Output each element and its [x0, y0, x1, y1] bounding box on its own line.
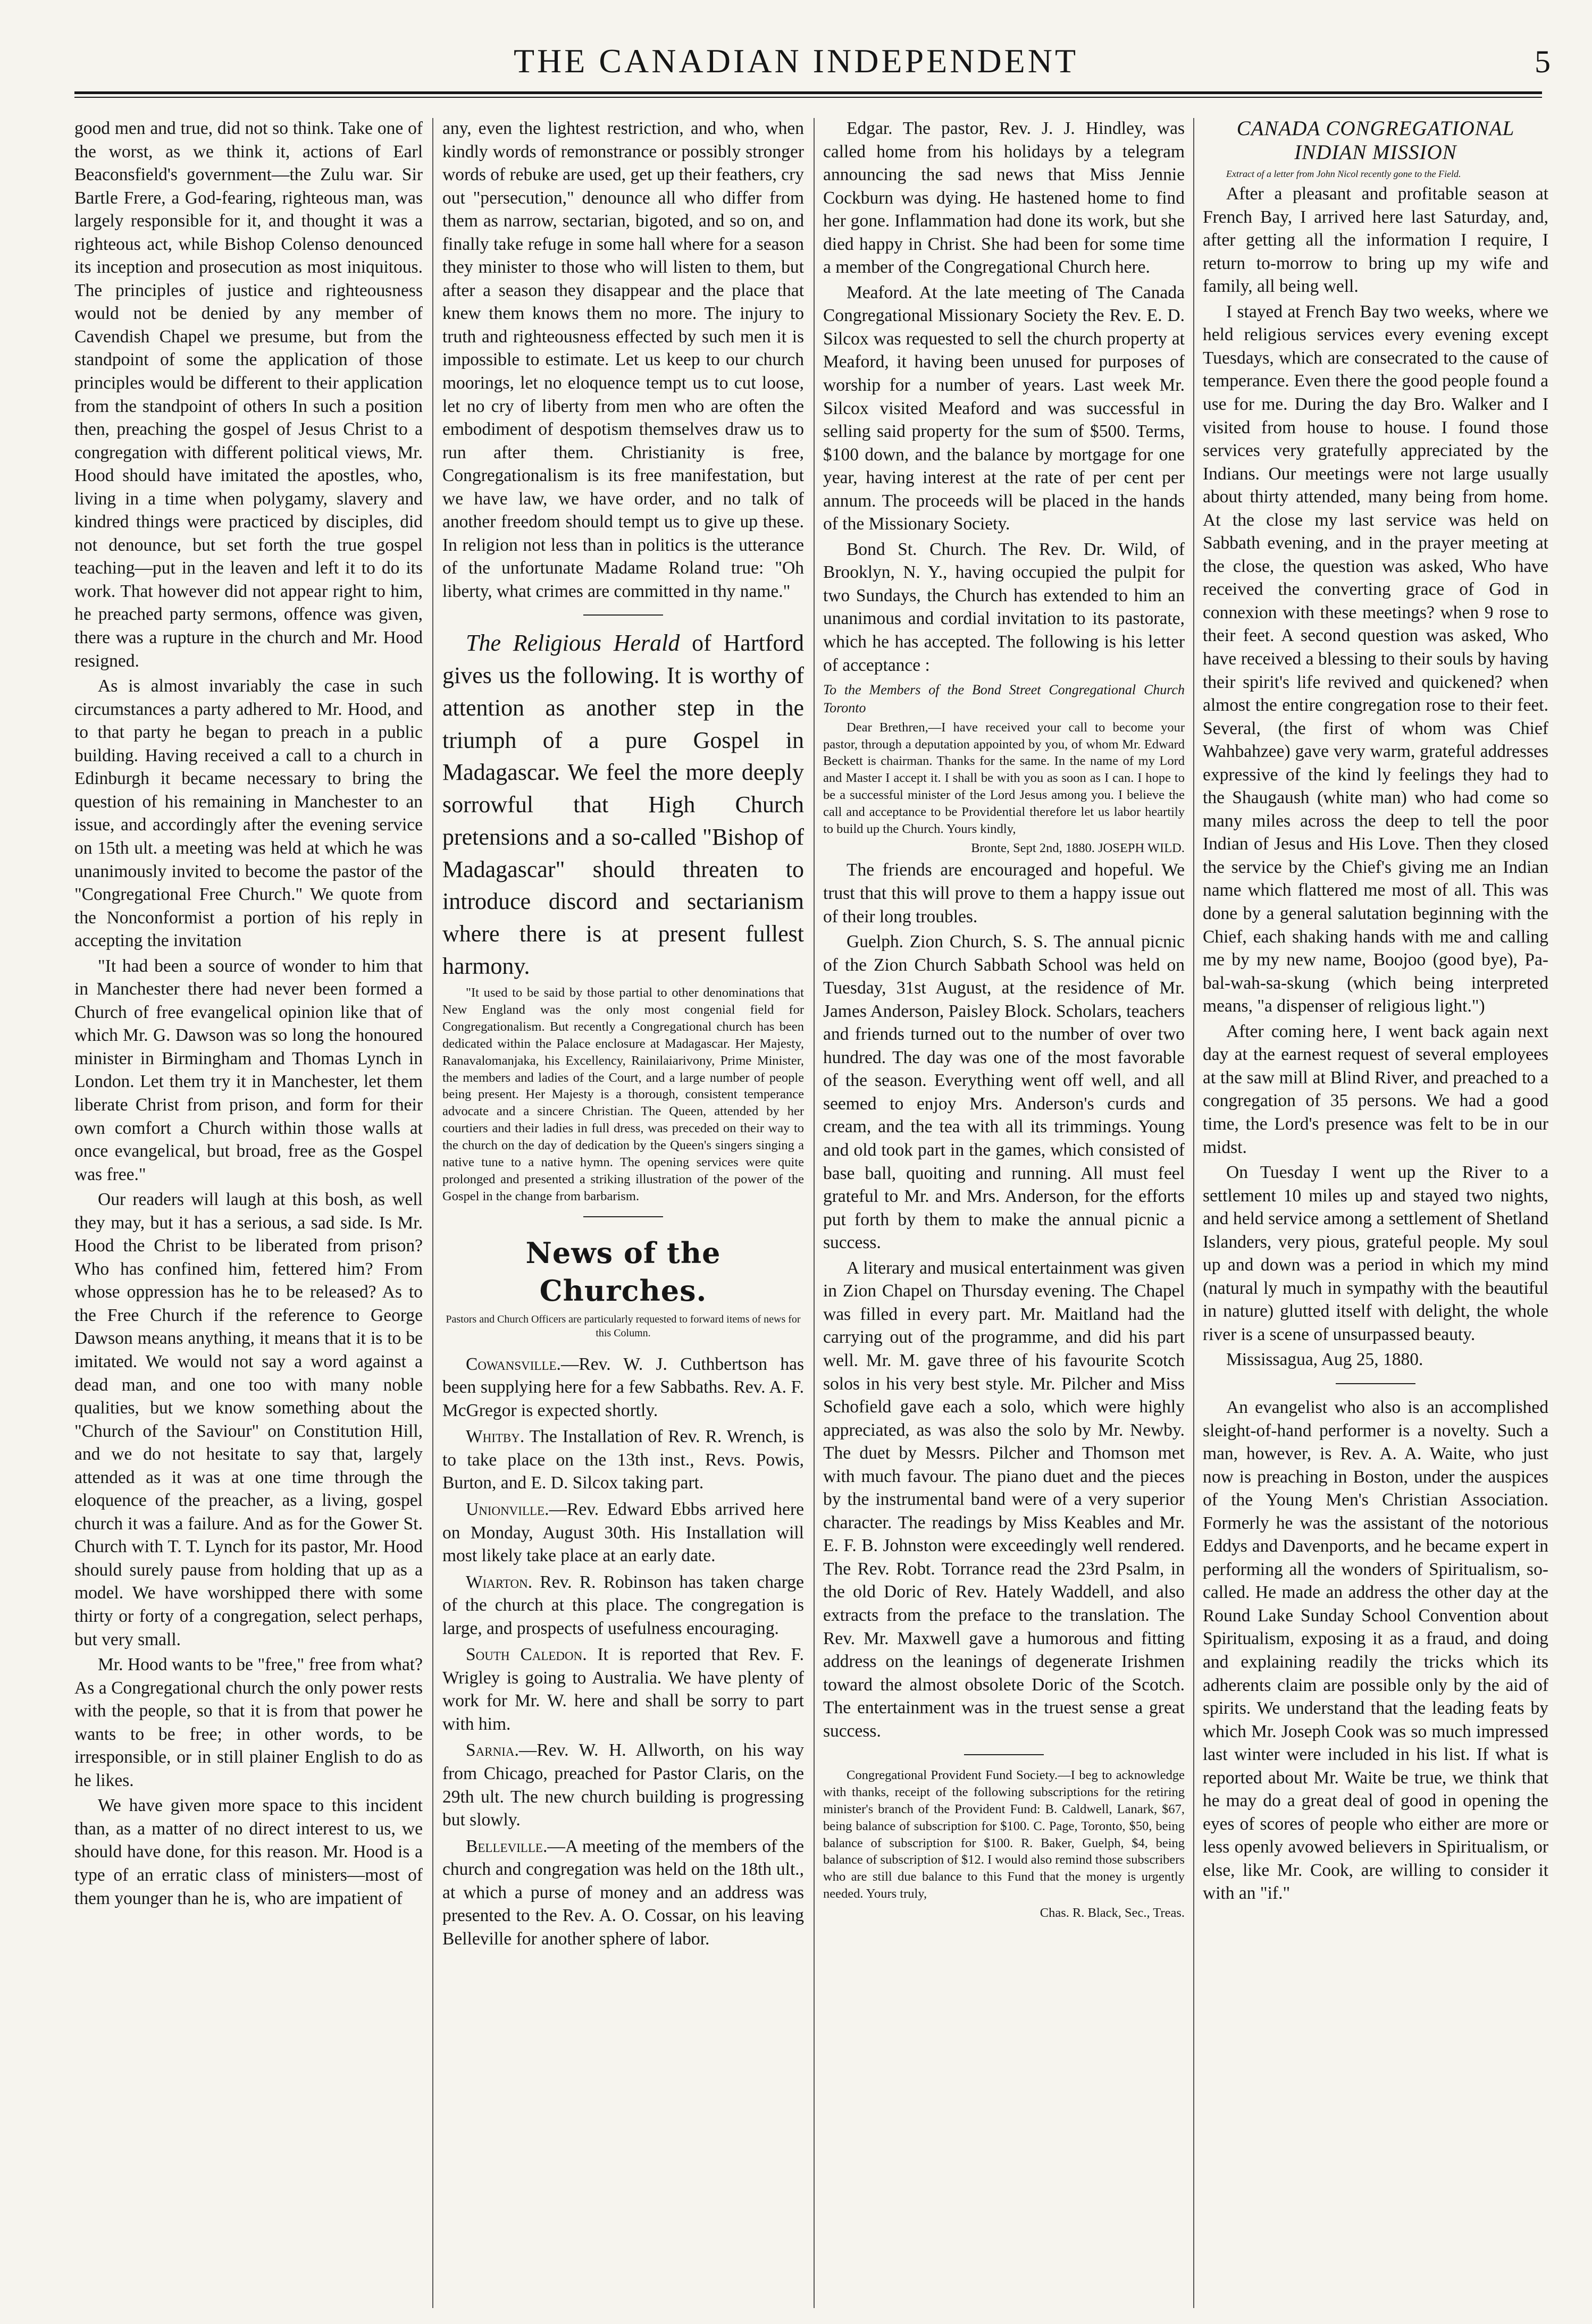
news-item: Cowansville.—Rev. W. J. Cuthbertson has been supplying here for a few Sabbaths. Rev. A. F. McGregor is expected shortly. — [442, 1354, 804, 1420]
news-item: Sarnia.—Rev. W. H. Allworth, on his way from Chicago, preached for Pastor Claris, on the 29th ult. The new church building is progressing but slowly. — [442, 1740, 804, 1830]
news-heading: News of the Churches. — [525, 1236, 721, 1308]
paragraph: We have given more space to this incident than, as a matter of no direct interest to us, we should have done, for this reason. Mr. Hood is a type of an erratic class of ministers—most of them younger than he is, who are impatient of — [74, 1796, 423, 1908]
letter-address: To the Members of the Bond Street Congregational Church Toronto — [823, 682, 1185, 715]
news-item: Guelph. Zion Church, S. S. The annual picnic of the Zion Church Sabbath School was held on Tuesday, 31st August, at the residence of Mr. James Anderson, Paisley Block. Scholars, teachers and friends turned out to the number of over two hundred. The day was one of the most favorable of the season. Everything went off well, and all seemed to enjoy Mrs. Anderson's curds and cream, and the tea with all its trimmings. Young and old took part in the games, which consisted of base ball, quoiting and running. All must feel grateful to Mr. and Mrs. Anderson, for the efforts put forth by them to make the annual picnic a success. — [823, 932, 1185, 1253]
column-4 — [1203, 117, 1548, 2312]
provident-fund-notice: Congregational Provident Fund Society.—I beg to acknowledge with thanks, receipt of the following subscriptions for the retiring minister's branch of the Provident Fund: B. Caldwell, Lanark, $67, being balance of subscription for $100. C. Page, Toronto, $50, being balance of subscription for $100. R. Baker, Guelph, $4, being balance of subscription of $12. I would also remind those subscribers who are still due balance to this Fund that the money is urgently needed. Yours truly, — [823, 1768, 1185, 1901]
herald-paragraph — [442, 627, 804, 982]
news-item: Meaford. At the late meeting of The Canada Congregational Missionary Society the Rev. E. D. Silcox was requested to sell the church property at Meaford, it having been unused for purposes of worship for a number of years. Last week Mr. Silcox visited Meaford and was successful in selling said property for the sum of $500. Terms, $100 down, and the balance by mortgage for one year, having interest at the rate of per cent per annum. The proceeds will be placed in the hands of the Missionary Society. — [823, 282, 1185, 534]
herald-text: of Hartford gives us the following. It is worthy of attention as another step in the triumph of a pure Gospel in Madagascar. We feel the more deeply sorrowful that High Church pretensions and a so-called "Bishop of Madagascar" should threaten to introduce discord and sectarianism where there is at present fullest harmony. — [442, 630, 804, 979]
divider — [964, 1754, 1044, 1755]
paragraph: On Tuesday I went up the River to a settlement 10 miles up and stayed two nights, and held service among a settlement of Shetland Islanders, very pious, grateful people. My soul up and down was a period in which my mind (natural ly much in sympathy with the beautiful in nature) glutted itself with delight, the whole river is a scene of unsurpassed beauty. — [1203, 1163, 1548, 1344]
divider — [583, 1216, 663, 1217]
paragraph: I stayed at French Bay two weeks, where we held religious services every evening except Tuesdays, which are consecrated to the cause of temperance. Even there the good people found a use for me. During the day Bro. Walker and I visited from house to house. I found those services very gratefully appreciated by the Indians. Our meetings were not large usually about thirty attended, many being from home. At the close my last service was held on Sabbath evening, and in the prayer meeting at the close, the question was asked, Who have received the converting grace of God in connexion with these meetings? when 9 rose to their feet. A second question was asked, Who have received a blessing to their souls by having their spirit's life revived and quickened? when almost the entire congregation rose to their feet. Several, (the first of whom was Chief Wahbahzee) gave very warm, grateful addresses expressive of the kind ly feelings they had to the Shaugaush (white man) who had come so many miles across the deep to tell the poor Indian of Jesus and His Love. Then they closed the service by the Chief's giving me an Indian name which flattered me most of all. This was done by a general salutation beginning with the Chief, each shaking hands with me and calling me by my new name, Boojoo (good bye), Pa-bal-wah-sa-skung (which being interpreted means, "a dispenser of religious light.") — [1203, 301, 1548, 1016]
news-subheading: Pastors and Church Officers are particularly requested to forward items of news for this Column. — [446, 1313, 801, 1339]
paragraph: any, even the lightest restriction, and who, when kindly words of remonstrance or possibly stronger words of rebuke are used, get up their feathers, cry out "persecution," denounce all who differ from them as narrow, sectarian, bigoted, and so on, and finally take refuge in some hall where for a season they minister to those who will listen to them, but after a season they disappear and the place that knew them knows them no more. The injury to truth and righteousness effected by such men it is impossible to estimate. Let us keep to our church moorings, let no eloquence tempt us to cut loose, let no cry of liberty from men who are often the embodiment of despotism themselves draw us to run after them. Christianity is free, Congregationalism is its free manifestation, but we have law, we have order, and no talk of another freedom should tempt us to give up these. In religion not less than in politics is the utterance of the unfortunate Madame Roland true: "Oh liberty, what crimes are committed in thy name." — [442, 119, 804, 601]
news-item: Unionville.—Rev. Edward Ebbs arrived here on Monday, August 30th. His Installation will most likely take place at an early date. — [442, 1500, 804, 1566]
masthead-rule-thin — [74, 97, 1542, 98]
page-title: THE CANADIAN INDEPENDENT — [513, 42, 1079, 80]
news-item: Whitby. The Installation of Rev. R. Wrench, is to take place on the 13th inst., Revs. Powis, Burton, and E. D. Silcox taking part. — [442, 1427, 804, 1493]
paragraph: Mr. Hood wants to be "free," free from what? As a Congregational church the only power rests with the people, so that it is from that power he wants to be free; in other words, to be irresponsible, or in still plainer English to do as he likes. — [74, 1655, 423, 1790]
letter-signoff: Bronte, Sept 2nd, 1880. JOSEPH WILD. — [971, 840, 1185, 855]
masthead-rule — [74, 91, 1542, 94]
dateline: Mississagua, Aug 25, 1880. — [1226, 1350, 1423, 1370]
letter-body: Dear Brethren,—I have received your call to become your pastor, through a deputation appointed by you, of whom Mr. Edward Beckett is chairman. Thanks for the same. In the name of my Lord and Master I accept it. I shall be with you as soon as I can. I hope to be a successful minister of the Lord Jesus among you. I believe the call and acceptance to be Providential therefore let us labor heartily to build up the Church. Yours kindly, — [823, 720, 1185, 836]
column-divider — [432, 118, 433, 2308]
divider — [583, 614, 663, 616]
paragraph: After a pleasant and profitable season at French Bay, I arrived here last Saturday, and, after getting all the information I require, I return to-morrow to bring up my wife and family, all being well. — [1203, 184, 1548, 297]
paragraph: good men and true, did not so think. Take one of the worst, as we think it, actions of Earl Beaconsfield's government—the Zulu war. Sir Bartle Frere, a God-fearing, righteous man, was largely responsible for it, and thought it was a righteous act, while Bishop Colenso denounced its inception and prosecution as most iniquitous. The principles of justice and righteousness would not be denied by any member of Cavendish Chapel we presume, but from the standpoint of some the application of those principles would be different to their application from the standpoint of others In such a position then, preaching the gospel of Jesus Christ to a congregation with different political views, Mr. Hood should have imitated the apostles, who, living in a time when polygamy, slavery and kindred things were practiced by disciples, did not denounce, but set forth the true gospel teaching—put in the leaven and left it to do its work. That however did not appear right to him, he preached party sermons, offence was given, there was a rupture in the church and Mr. Hood resigned. — [74, 119, 423, 671]
divider — [1336, 1383, 1415, 1384]
paragraph: After coming here, I went back again next day at the earnest request of several employees at the saw mill at Blind River, and preached to a congregation of 35 persons. We had a good time, the Lord's presence was felt to be in our midst. — [1203, 1021, 1548, 1157]
news-item: Wiarton. Rev. R. Robinson has taken charge of the church at this place. The congregation is large, and prospects of usefulness encouraging. — [442, 1572, 804, 1638]
column-2 — [442, 117, 804, 2312]
paragraph: An evangelist who also is an accomplished sleight-of-hand performer is a novelty. Such a man, however, is Rev. A. A. Waite, who just now is preaching in Boston, under the auspices of the Young Men's Christian Association. Formerly he was the assistant of the notorious Eddys and Davenports, and he became expert in performing all the wonders of Spiritualism, so-called. He made an address the other day at the Round Lake Sunday School Convention about Spiritualism, exposing it as a fraud, and doing and explaining readily the tricks which its adherents claim are possible only by the aid of spirits. We understand that the leading feats by which Mr. Joseph Cook was so much impressed last winter were included in his list. If what is reported about Mr. Waite be true, we think that he may do a great deal of good in opening the eyes of scores of people who either are more or less openly avowed believers in Spiritualism, or else, like Mr. Cook, are willing to consider it with an "if." — [1203, 1397, 1548, 1904]
column-divider — [1193, 118, 1194, 2308]
page-number: 5 — [1535, 44, 1551, 79]
paragraph: As is almost invariably the case in such circumstances a party adhered to Mr. Hood, and to that party he began to preach in a public building. Having received a call to a church in Edinburgh it became necessary to bring the question of his remaining in Manchester to an issue, and accordingly after the evening service on 15th ult. a meeting was held at which he was unanimously invited to become the pastor of the "Congregational Free Church." We quote from the Nonconformist a portion of his reply in accepting the invitation — [74, 676, 423, 951]
mission-subheading: Extract of a letter from John Nicol recently gone to the Field. — [1226, 168, 1461, 179]
herald-title: The Religious Herald — [466, 630, 680, 656]
column-3 — [823, 117, 1185, 2312]
masthead — [0, 0, 1592, 101]
news-items — [442, 1353, 804, 1951]
news-item: Edgar. The pastor, Rev. J. J. Hindley, was called home from his holidays by a telegram announcing the sad news that Miss Jennie Cockburn was dying. He hastened home to find her gone. Inflammation had done its work, but she died happy in Christ. She had been for some time a member of the Congregational Church here. — [823, 119, 1185, 277]
column-divider — [814, 118, 815, 2308]
paragraph: Our readers will laugh at this bosh, as well they may, but it has a serious, a sad side. Is Mr. Hood the Christ to be liberated from prison? Who has confined him, fettered him? From whose oppression has he to be released? As to the Free Church if the reference to George Dawson means anything, it means that it is to be imitated. We would not say a word against a dead man, and one too with many noble qualities, but we know something about the "Church of the Saviour" on Constitution Hill, and we do not hesitate to say that, largely attended as it was at one time through the eloquence of the preacher, as a living, gospel church it was a failure. And as for the Gower St. Church with T. T. Lynch for its pastor, Mr. Hood should surely pause from holding that up as a model. We have worshipped there with some thirty or forty of a congregation, select perhaps, but very small. — [74, 1190, 423, 1649]
provident-fund-signature: Chas. R. Black, Sec., Treas. — [1040, 1906, 1185, 1920]
quote-paragraph: "It had been a source of wonder to him that in Manchester there had never been formed a Church of free evangelical opinion like that of which Mr. G. Dawson was so long the honoured minister in Birmingham and Thomas Lynch in London. Let them try it in Manchester, let them liberate Christ from prison, and form for their own comfort a Church within those walls at once evangelical, but broad, free as the Gospel was free." — [74, 956, 423, 1184]
column-1 — [74, 117, 423, 2312]
paragraph: The friends are encouraged and hopeful. We trust that this will prove to them a happy issue out of their long troubles. — [823, 860, 1185, 927]
news-item: Bond St. Church. The Rev. Dr. Wild, of Brooklyn, N. Y., having occupied the pulpit for two Sundays, the Church has extended to him an unanimous and cordial invitation to its pastorate, which he has accepted. The following is his letter of acceptance : — [823, 539, 1185, 675]
madagascar-quote: "It used to be said by those partial to other denominations that New England was the only most congenial field for Congregationalism. But recently a Congregational church has been dedicated within the Palace enclosure at Madagascar. Her Majesty, Ranavalomanjaka, his Excellency, Rainilaiarivony, Prime Minister, the members and ladies of the Court, and a large number of people being present. Her Majesty is a thorough, consistent temperance advocate and a sincere Christian. The Queen, attended by her courtiers and their ladies in full dress, was preceded on their way to the church on the day of dedication by the Queen's singers singing a native tune to a native hymn. The opening services were quite prolonged and presented a striking illustration of the power of the Gospel in the change from barbarism. — [442, 986, 804, 1203]
paragraph: A literary and musical entertainment was given in Zion Chapel on Thursday evening. The Chapel was filled in every part. Mr. Maitland had the carrying out of the programme, and did his part well. Mr. M. gave three of his favourite Scotch solos in his very best style. Mr. Pilcher and Miss Schofield gave each a solo, which were highly appreciated, as was also the solo by Mr. Newby. The duet by Messrs. Pilcher and Thomson met with much favour. The piano duet and the pieces by the instrumental band were of a very superior character. The readings by Miss Keables and Mr. E. F. B. Johnston were exceedingly well rendered. The Rev. Robt. Torrance read the 23rd Psalm, in the old Doric of Rev. Hately Waddell, and also extracts from the preface to the translation. The Rev. Mr. Maxwell gave a humorous and fitting address on the leanings of degenerate Irishmen toward the almost obsolete Doric of the Scotch. The entertainment was in the truest sense a great success. — [823, 1258, 1185, 1741]
news-item: South Caledon. It is reported that Rev. F. Wrigley is going to Australia. We have plenty of work for Mr. W. here and shall be sorry to part with him. — [442, 1645, 804, 1734]
mission-heading: CANADA CONGREGATIONAL INDIAN MISSION — [1236, 117, 1515, 164]
news-item: Belleville.—A meeting of the members of the church and congregation was held on the 18th ult., at which a purse of money and an address was presented to the Rev. A. O. Cossar, on his leaving Belleville for another sphere of labor. — [442, 1836, 804, 1949]
